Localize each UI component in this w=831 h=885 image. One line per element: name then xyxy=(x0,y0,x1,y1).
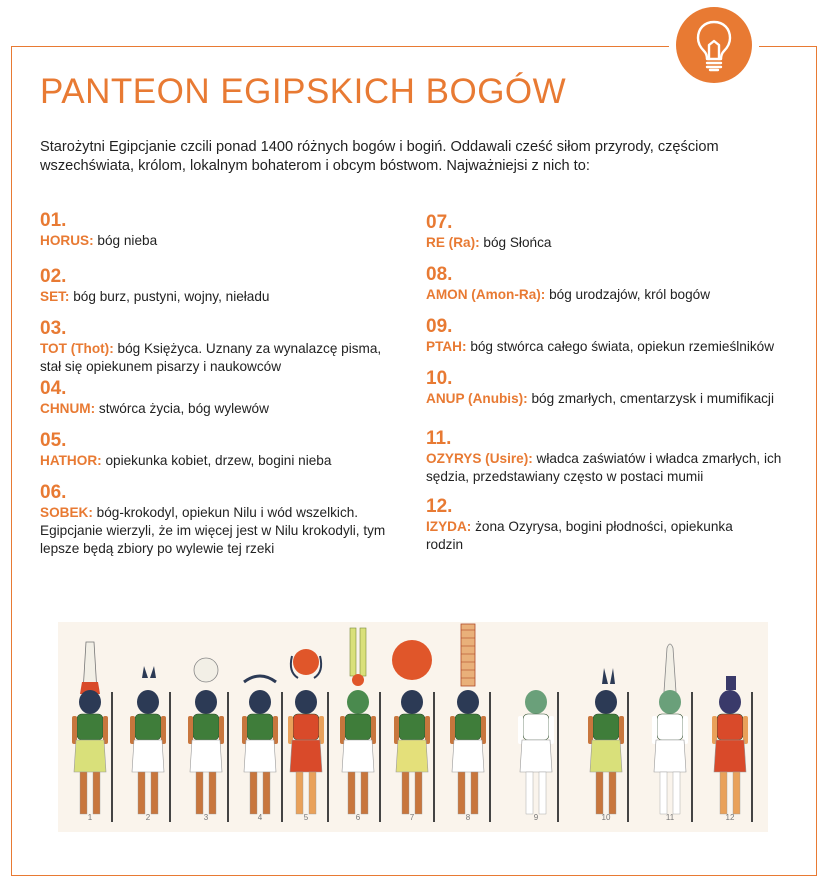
figure-number: 4 xyxy=(257,813,263,822)
item-number: 12. xyxy=(426,496,453,517)
figure-number: 11 xyxy=(665,813,675,822)
god-description: stwórca życia, bóg wylewów xyxy=(98,401,269,416)
god-figure xyxy=(652,644,692,822)
item-number: 06. xyxy=(40,482,67,503)
god-name: PTAH: xyxy=(426,339,467,354)
intro-paragraph: Starożytni Egipcjanie czcili ponad 1400 różnych bogów i bogiń. Oddawali cześć siłom przyrody, częściom wszechświata, królom, lokalnym bohaterom i obcym bóstwom. Najważniejsi z nich to: xyxy=(40,139,719,174)
god-name: AMON (Amon-Ra): xyxy=(426,287,546,302)
badge xyxy=(676,7,752,83)
list-item xyxy=(426,264,796,304)
figure-number: 5 xyxy=(303,813,309,822)
god-name: RE (Ra): xyxy=(426,235,480,250)
item-number: 11. xyxy=(426,428,452,449)
list-item xyxy=(40,318,410,376)
god-name: HATHOR: xyxy=(40,453,102,468)
god-figure xyxy=(188,658,228,822)
god-name: TOT (Thot): xyxy=(40,341,114,356)
god-description: bóg zmarłych, cmentarzysk i mumifikacji xyxy=(531,391,774,406)
item-number: 09. xyxy=(426,316,453,337)
list-item xyxy=(40,430,410,470)
figure-number: 1 xyxy=(87,813,93,822)
figure-number: 2 xyxy=(145,813,151,822)
item-number: 07. xyxy=(426,212,453,233)
god-description: żona Ozyrysa, bogini płodności, opiekunka rodzin xyxy=(426,519,733,552)
god-figure xyxy=(340,628,380,822)
god-figure xyxy=(712,676,752,822)
list-item xyxy=(40,266,410,306)
god-description: bóg urodzajów, król bogów xyxy=(549,287,711,302)
lightbulb-icon xyxy=(676,7,752,83)
item-number: 10. xyxy=(426,368,453,389)
list-item xyxy=(40,210,410,250)
god-description: opiekunka kobiet, drzew, bogini nieba xyxy=(105,453,332,468)
item-number: 04. xyxy=(40,378,67,399)
god-name: HORUS: xyxy=(40,233,94,248)
item-number: 02. xyxy=(40,266,67,287)
item-number: 03. xyxy=(40,318,67,339)
god-name: IZYDA: xyxy=(426,519,472,534)
figure-number: 9 xyxy=(533,813,539,822)
list-item xyxy=(426,212,796,252)
list-item xyxy=(40,482,410,558)
god-name: SET: xyxy=(40,289,70,304)
god-description: bóg Słońca xyxy=(483,235,552,250)
gods-illustration xyxy=(58,622,768,832)
god-description: bóg stwórca całego świata, opiekun rzemieślników xyxy=(470,339,775,354)
god-description: bóg nieba xyxy=(97,233,158,248)
gods-figures xyxy=(58,622,768,832)
god-name: SOBEK: xyxy=(40,505,93,520)
god-name: CHNUM: xyxy=(40,401,96,416)
badge-container xyxy=(669,0,759,92)
figure-number: 10 xyxy=(601,813,611,822)
god-description: bóg Księżyca. Uznany za wynalazcę pisma, stał się opiekunem pisarzy i naukowców xyxy=(40,341,382,374)
item-number: 01. xyxy=(40,210,67,231)
list-item xyxy=(426,316,796,356)
figure-number: 12 xyxy=(725,813,735,822)
god-figure xyxy=(450,624,490,822)
god-figure xyxy=(588,668,628,822)
item-number: 05. xyxy=(40,430,67,451)
god-figure xyxy=(242,676,282,822)
god-figure xyxy=(392,640,434,822)
god-figure xyxy=(288,649,328,822)
god-figure xyxy=(72,642,112,822)
god-description: bóg-krokodyl, opiekun Nilu i wód wszelkich. Egipcjanie wierzyli, że im więcej jest w Nilu krokodyli, tym lepsze będą zbiory po wylewie tej rzeki xyxy=(40,505,386,556)
figure-number: 3 xyxy=(203,813,209,822)
figure-number: 7 xyxy=(409,813,415,822)
god-description: bóg burz, pustyni, wojny, nieładu xyxy=(73,289,270,304)
god-description: władca zaświatów i władca zmarłych, ich sędzia, przedstawiany często w postaci mumii xyxy=(426,451,782,484)
item-number: 08. xyxy=(426,264,453,285)
list-item xyxy=(426,428,796,486)
figure-number: 8 xyxy=(465,813,471,822)
page-title: PANTEON EGIPSKICH BOGÓW xyxy=(40,72,567,111)
god-name: ANUP (Anubis): xyxy=(426,391,528,406)
list-item xyxy=(426,496,796,554)
list-item xyxy=(426,368,796,408)
list-item xyxy=(40,378,410,418)
god-figure xyxy=(518,690,558,822)
figure-number: 6 xyxy=(355,813,361,822)
god-name: OZYRYS (Usire): xyxy=(426,451,533,466)
god-figure xyxy=(130,666,170,822)
